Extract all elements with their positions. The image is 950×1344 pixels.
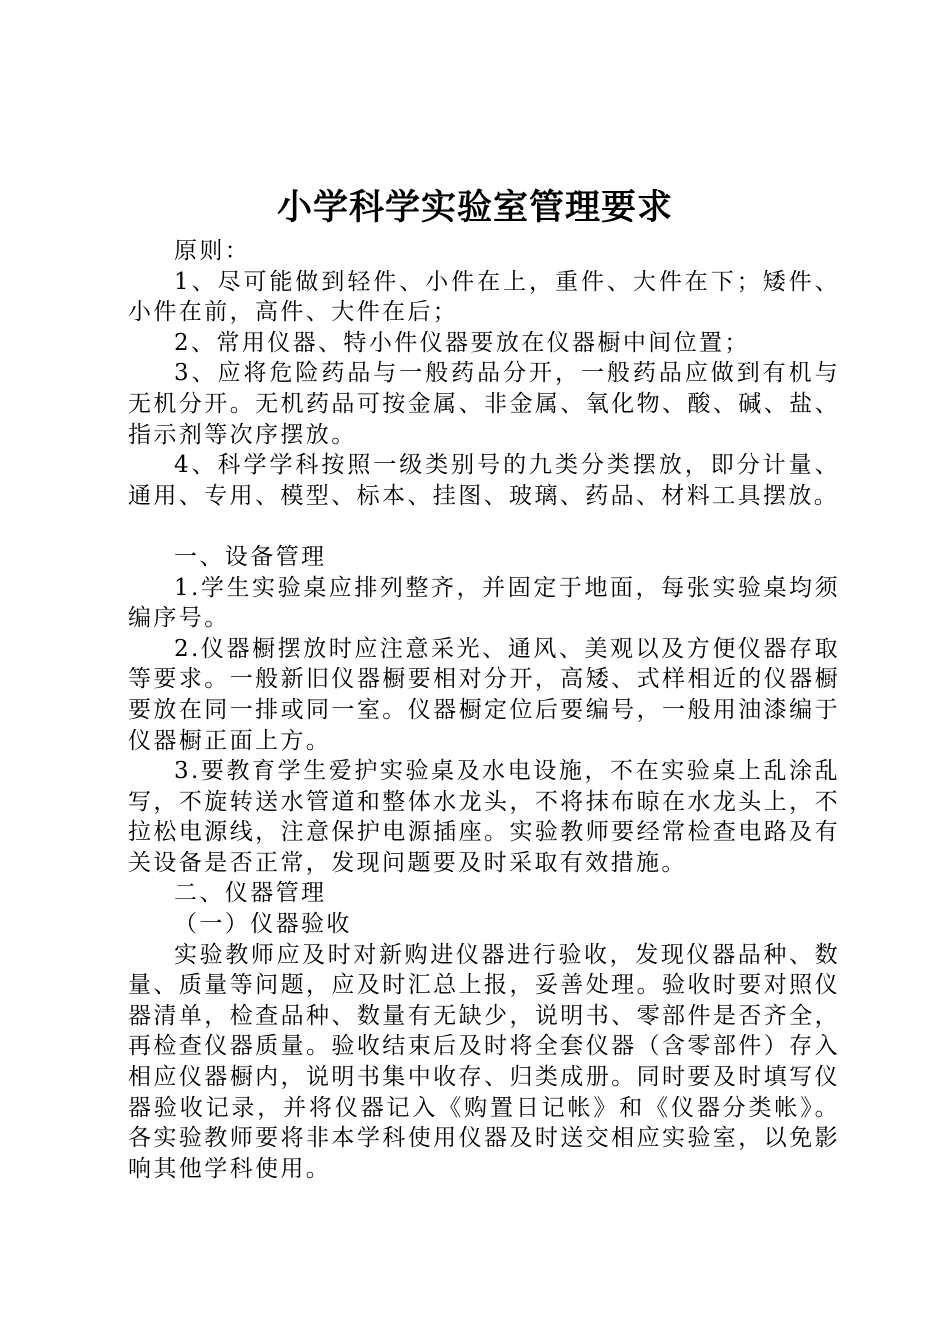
principle-item: 4、科学学科按照一级类别号的九类分类摆放，即分计量、通用、专用、模型、标本、挂图、玻璃、药品、材料工具摆放。 — [128, 452, 840, 509]
equipment-item: 1.学生实验桌应排列整齐，并固定于地面，每张实验桌均须编序号。 — [128, 574, 840, 632]
acceptance-paragraph: 实验教师应及时对新购进仪器进行验收，发现仪器品种、数量、质量等问题，应及时汇总上报，妥善处理。验收时要对照仪器清单，检查品种、数量有无缺少，说明书、零部件是否齐全，再检查仪器质量。验收结束后及时将全套仪器（含零部件）存入相应仪器橱内，说明书集中收存、归类成册。同时要及时填写仪器验收记录，并将仪器记入《购置日记帐》和《仪器分类帐》。各实验教师要将非本学科使用仪器及时送交相应实验室，以免影响其他学科使用。 — [128, 941, 840, 1182]
subsection-heading-acceptance: （一）仪器验收 — [174, 911, 352, 938]
blank-line — [128, 511, 840, 542]
section-heading-instruments: 二、仪器管理 — [174, 880, 327, 907]
principle-item: 2、常用仪器、特小件仪器要放在仪器橱中间位置； — [174, 329, 750, 356]
document-title: 小学科学实验室管理要求 — [276, 187, 673, 228]
document-body — [128, 236, 840, 1184]
principle-item: 3、应将危险药品与一般药品分开，一般药品应做到有机与无机分开。无机药品可按金属、非金属、氧化物、酸、碱、盐、指示剂等次序摆放。 — [128, 360, 840, 448]
principle-item: 1、尽可能做到轻件、小件在上，重件、大件在下；矮件、小件在前，高件、大件在后； — [128, 268, 840, 326]
equipment-item: 3.要教育学生爱护实验桌及水电设施，不在实验桌上乱涂乱写，不旋转送水管道和整体水龙头，不将抹布晾在水龙头上，不拉松电源线，注意保护电源插座。实验教师要经常检查电路及有关设备是否正常，发现问题要及时采取有效措施。 — [128, 758, 840, 876]
principles-label: 原则： — [174, 238, 251, 264]
section-heading-equipment: 一、设备管理 — [174, 543, 327, 570]
equipment-item: 2.仪器橱摆放时应注意采光、通风、美观以及方便仪器存取等要求。一般新旧仪器橱要相对分开，高矮、式样相近的仪器橱要放在同一排或同一室。仪器橱定位后要编号，一般用油漆编于仪器橱正面上方。 — [128, 635, 840, 754]
